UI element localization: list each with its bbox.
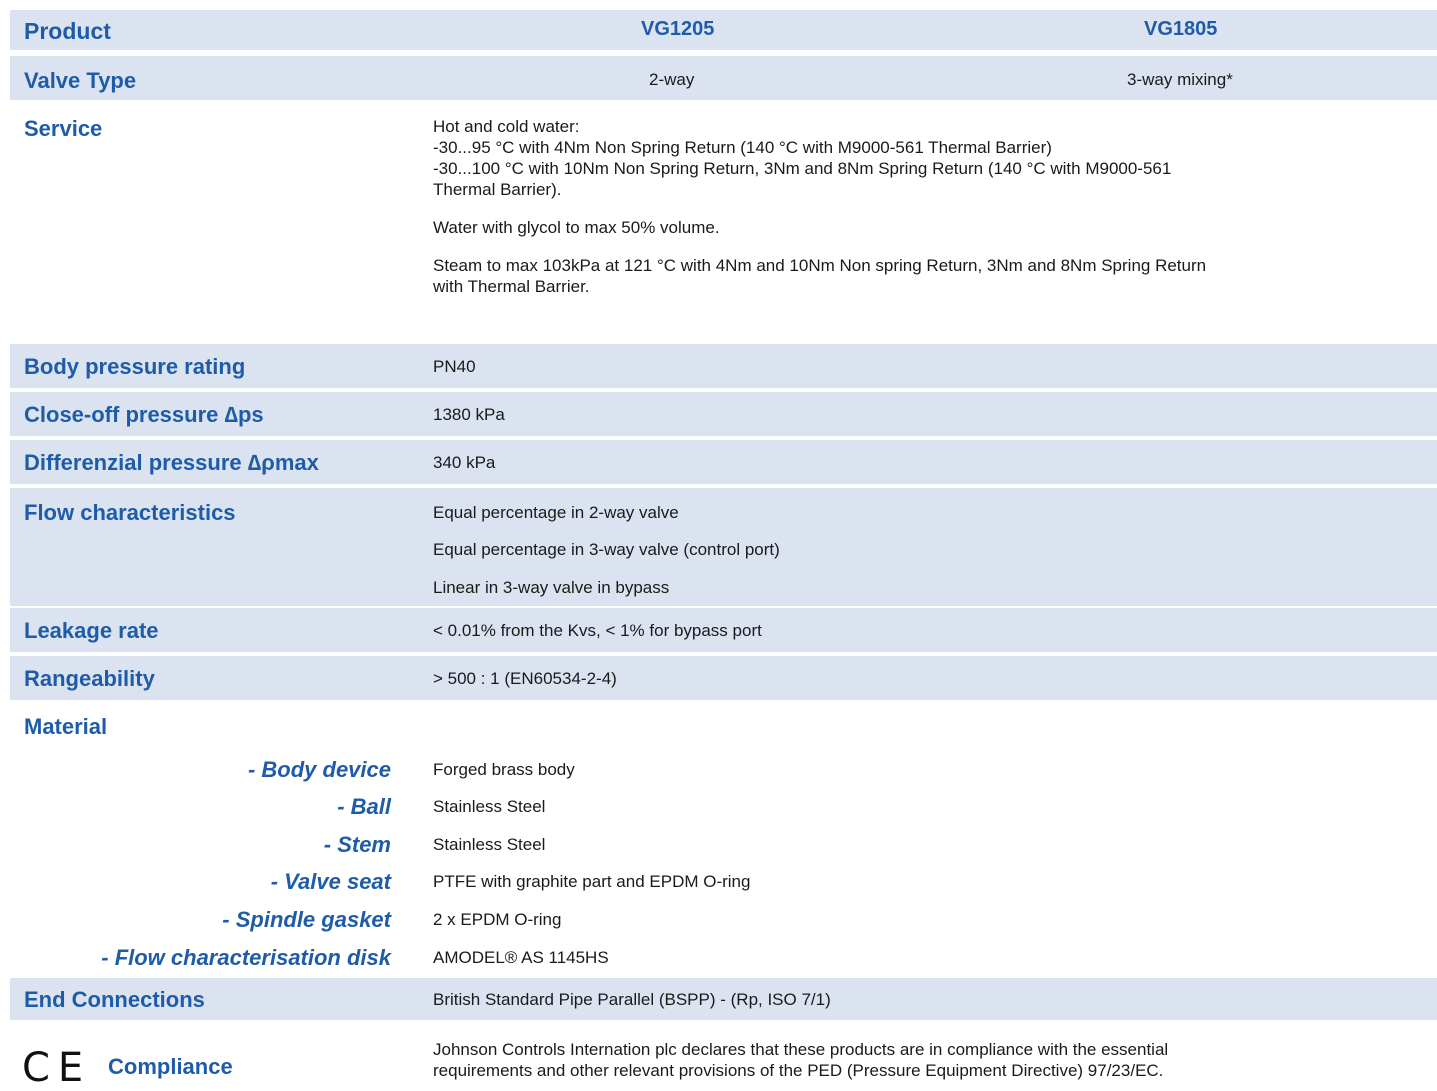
body-pressure-row <box>10 344 1437 388</box>
service-line: Steam to max 103kPa at 121 °C with 4Nm and 10Nm Non spring Return, 3Nm and 8Nm Spring Return <box>433 256 1207 275</box>
diff-pressure-value: 340 kPa <box>433 453 496 472</box>
leakage-label: Leakage rate <box>24 618 159 643</box>
service-line: -30...100 °C with 10Nm Non Spring Return, 3Nm and 8Nm Spring Return (140 °C with M9000-561 <box>433 159 1172 178</box>
material-disk-value: AMODEL® AS 1145HS <box>433 948 609 967</box>
body-pressure-value: PN40 <box>433 357 476 376</box>
leakage-row <box>10 608 1437 652</box>
material-gasket-label: - Spindle gasket <box>222 907 391 932</box>
product-header: Product <box>24 18 111 44</box>
service-line: Thermal Barrier). <box>433 180 562 199</box>
compliance-line: Johnson Controls Internation plc declares that these products are in compliance with the essential <box>433 1040 1169 1059</box>
ce-mark-icon: CE <box>22 1045 92 1091</box>
diff-pressure-label: Differenzial pressure ∆ρmax <box>24 450 319 475</box>
compliance-line: requirements and other relevant provisions of the PED (Pressure Equipment Directive) 97/23/EC. <box>433 1061 1164 1080</box>
rangeability-value: > 500 : 1 (EN60534-2-4) <box>433 669 617 688</box>
service-para-1 <box>433 116 1423 200</box>
flow-value-3: Linear in 3-way valve in bypass <box>433 578 670 597</box>
rangeability-row <box>10 656 1437 700</box>
service-line: with Thermal Barrier. <box>433 277 590 296</box>
header-row <box>10 10 1437 50</box>
valve-type-3way: 3-way mixing* <box>1127 70 1233 89</box>
service-para-2: Water with glycol to max 50% volume. <box>433 218 720 237</box>
material-seat-value: PTFE with graphite part and EPDM O-ring <box>433 872 751 891</box>
vg1205-header: VG1205 <box>641 18 715 40</box>
material-disk-label: - Flow characterisation disk <box>101 945 391 970</box>
body-pressure-label: Body pressure rating <box>24 354 246 379</box>
compliance-label: Compliance <box>108 1054 233 1079</box>
close-off-label: Close-off pressure ∆ps <box>24 402 264 427</box>
end-connections-value: British Standard Pipe Parallel (BSPP) - (Rp, ISO 7/1) <box>433 990 831 1009</box>
valve-type-row <box>10 56 1437 100</box>
flow-value-2: Equal percentage in 3-way valve (control port) <box>433 540 780 559</box>
service-value <box>433 116 1423 314</box>
vg1805-header: VG1805 <box>1144 18 1218 40</box>
close-off-row <box>10 392 1437 436</box>
flow-value-1: Equal percentage in 2-way valve <box>433 503 679 522</box>
leakage-value: < 0.01% from the Kvs, < 1% for bypass port <box>433 621 762 640</box>
material-body-label: - Body device <box>247 757 391 782</box>
material-ball-label: - Ball <box>337 794 391 819</box>
compliance-value <box>433 1039 1423 1081</box>
service-line: Hot and cold water: <box>433 117 580 136</box>
material-row <box>10 702 1437 974</box>
material-label: Material <box>24 714 108 739</box>
material-stem-value: Stainless Steel <box>433 835 546 854</box>
material-seat-label: - Valve seat <box>270 869 391 894</box>
diff-pressure-row <box>10 440 1437 484</box>
flow-label: Flow characteristics <box>24 500 236 525</box>
material-stem-label: - Stem <box>323 832 391 857</box>
end-connections-row <box>10 978 1437 1020</box>
valve-type-label: Valve Type <box>24 68 137 93</box>
valve-type-2way: 2-way <box>649 70 695 89</box>
close-off-value: 1380 kPa <box>433 405 505 424</box>
rangeability-label: Rangeability <box>24 666 155 691</box>
material-ball-value: Stainless Steel <box>433 797 546 816</box>
service-row <box>10 106 1437 342</box>
end-connections-label: End Connections <box>24 987 205 1012</box>
compliance-row <box>10 1026 1437 1091</box>
service-para-3 <box>433 255 1423 297</box>
material-body-value: Forged brass body <box>433 760 575 779</box>
service-line: -30...95 °C with 4Nm Non Spring Return (140 °C with M9000-561 Thermal Barrier) <box>433 138 1052 157</box>
service-label: Service <box>24 116 103 141</box>
material-gasket-value: 2 x EPDM O-ring <box>433 910 562 929</box>
flow-row <box>10 488 1437 606</box>
